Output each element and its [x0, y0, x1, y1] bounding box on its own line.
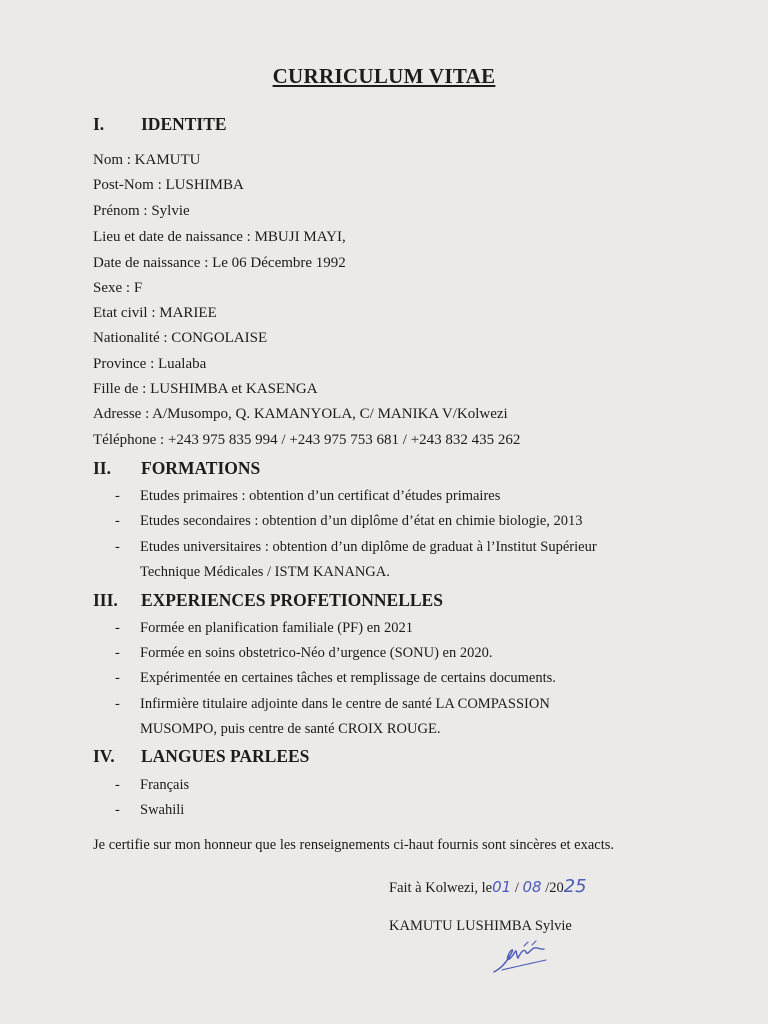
language-text: Français	[140, 777, 190, 793]
formation-text: Etudes secondaires : obtention d’un diplôme d’état en chimie biologie, 2013	[140, 513, 583, 529]
experience-item	[115, 670, 556, 687]
bullet-dash: -	[115, 513, 120, 529]
certification-statement: Je certifie sur mon honneur que les renseignements ci-haut fournis sont sincères et exacts.	[93, 837, 615, 853]
section-title: LANGUES PARLEES	[141, 746, 310, 766]
handwritten-year: 25	[563, 876, 587, 897]
identity-line: Téléphone : +243 975 835 994 / +243 975 753 681 / +243 832 435 262	[93, 432, 521, 448]
section-number: II.	[93, 458, 111, 478]
identity-line: Province : Lualaba	[93, 356, 207, 372]
signatory-name: KAMUTU LUSHIMBA Sylvie	[389, 918, 572, 934]
formation-continuation: Technique Médicales / ISTM KANANGA.	[140, 564, 390, 580]
formation-text: Etudes primaires : obtention d’un certificat d’études primaires	[140, 488, 501, 504]
section-number: I.	[93, 114, 105, 134]
experience-text: Formée en planification familiale (PF) en 2021	[140, 620, 414, 636]
date-separator: /	[511, 880, 523, 896]
bullet-dash: -	[115, 645, 120, 661]
section-heading-langues	[93, 746, 309, 767]
formation-item	[115, 488, 500, 505]
place-date	[389, 876, 587, 897]
bullet-dash: -	[115, 696, 120, 712]
language-item	[115, 802, 184, 819]
bullet-dash: -	[115, 488, 120, 504]
handwritten-day: 01	[492, 878, 512, 896]
language-item	[115, 777, 189, 794]
identity-line: Lieu et date de naissance : MBUJI MAYI,	[93, 229, 346, 245]
handwritten-month: 08	[522, 878, 542, 896]
identity-line: Adresse : A/Musompo, Q. KAMANYOLA, C/ MANIKA V/Kolwezi	[93, 406, 508, 422]
identity-line: Nationalité : CONGOLAISE	[93, 330, 268, 346]
document-title: CURRICULUM VITAE	[272, 64, 496, 88]
identity-line: Post-Nom : LUSHIMBA	[93, 177, 244, 193]
identity-line: Etat civil : MARIEE	[93, 305, 217, 321]
identity-line: Fille de : LUSHIMBA et KASENGA	[93, 381, 318, 397]
bullet-dash: -	[115, 802, 120, 818]
formation-item	[115, 513, 583, 530]
section-heading-identite	[93, 114, 227, 135]
bullet-dash: -	[115, 620, 120, 636]
experience-item	[115, 620, 413, 637]
section-title: EXPERIENCES PROFETIONNELLES	[141, 590, 443, 610]
section-heading-experiences	[93, 590, 443, 611]
identity-line: Prénom : Sylvie	[93, 203, 190, 219]
experience-text: Infirmière titulaire adjointe dans le centre de santé LA COMPASSION	[140, 696, 550, 712]
section-number: IV.	[93, 746, 115, 766]
section-title: FORMATIONS	[141, 458, 261, 478]
identity-line: Date de naissance : Le 06 Décembre 1992	[93, 255, 346, 271]
experience-continuation: MUSOMPO, puis centre de santé CROIX ROUGE.	[140, 721, 441, 737]
section-title: IDENTITE	[141, 114, 227, 134]
bullet-dash: -	[115, 777, 120, 793]
formation-text: Etudes universitaires : obtention d’un diplôme de graduat à l’Institut Supérieur	[140, 539, 597, 555]
date-separator: /20	[541, 880, 564, 896]
signature-icon	[488, 938, 558, 978]
experience-item	[115, 645, 492, 662]
experience-item	[115, 696, 550, 713]
identity-line: Nom : KAMUTU	[93, 152, 201, 168]
language-text: Swahili	[140, 802, 185, 818]
identity-line: Sexe : F	[93, 280, 143, 296]
section-heading-formations	[93, 458, 260, 479]
formation-item	[115, 539, 597, 556]
place-prefix: Fait à Kolwezi, le	[389, 880, 493, 896]
section-number: III.	[93, 590, 118, 610]
bullet-dash: -	[115, 670, 120, 686]
experience-text: Formée en soins obstetrico-Néo d’urgence (SONU) en 2020.	[140, 645, 493, 661]
experience-text: Expérimentée en certaines tâches et remplissage de certains documents.	[140, 670, 556, 686]
bullet-dash: -	[115, 539, 120, 555]
